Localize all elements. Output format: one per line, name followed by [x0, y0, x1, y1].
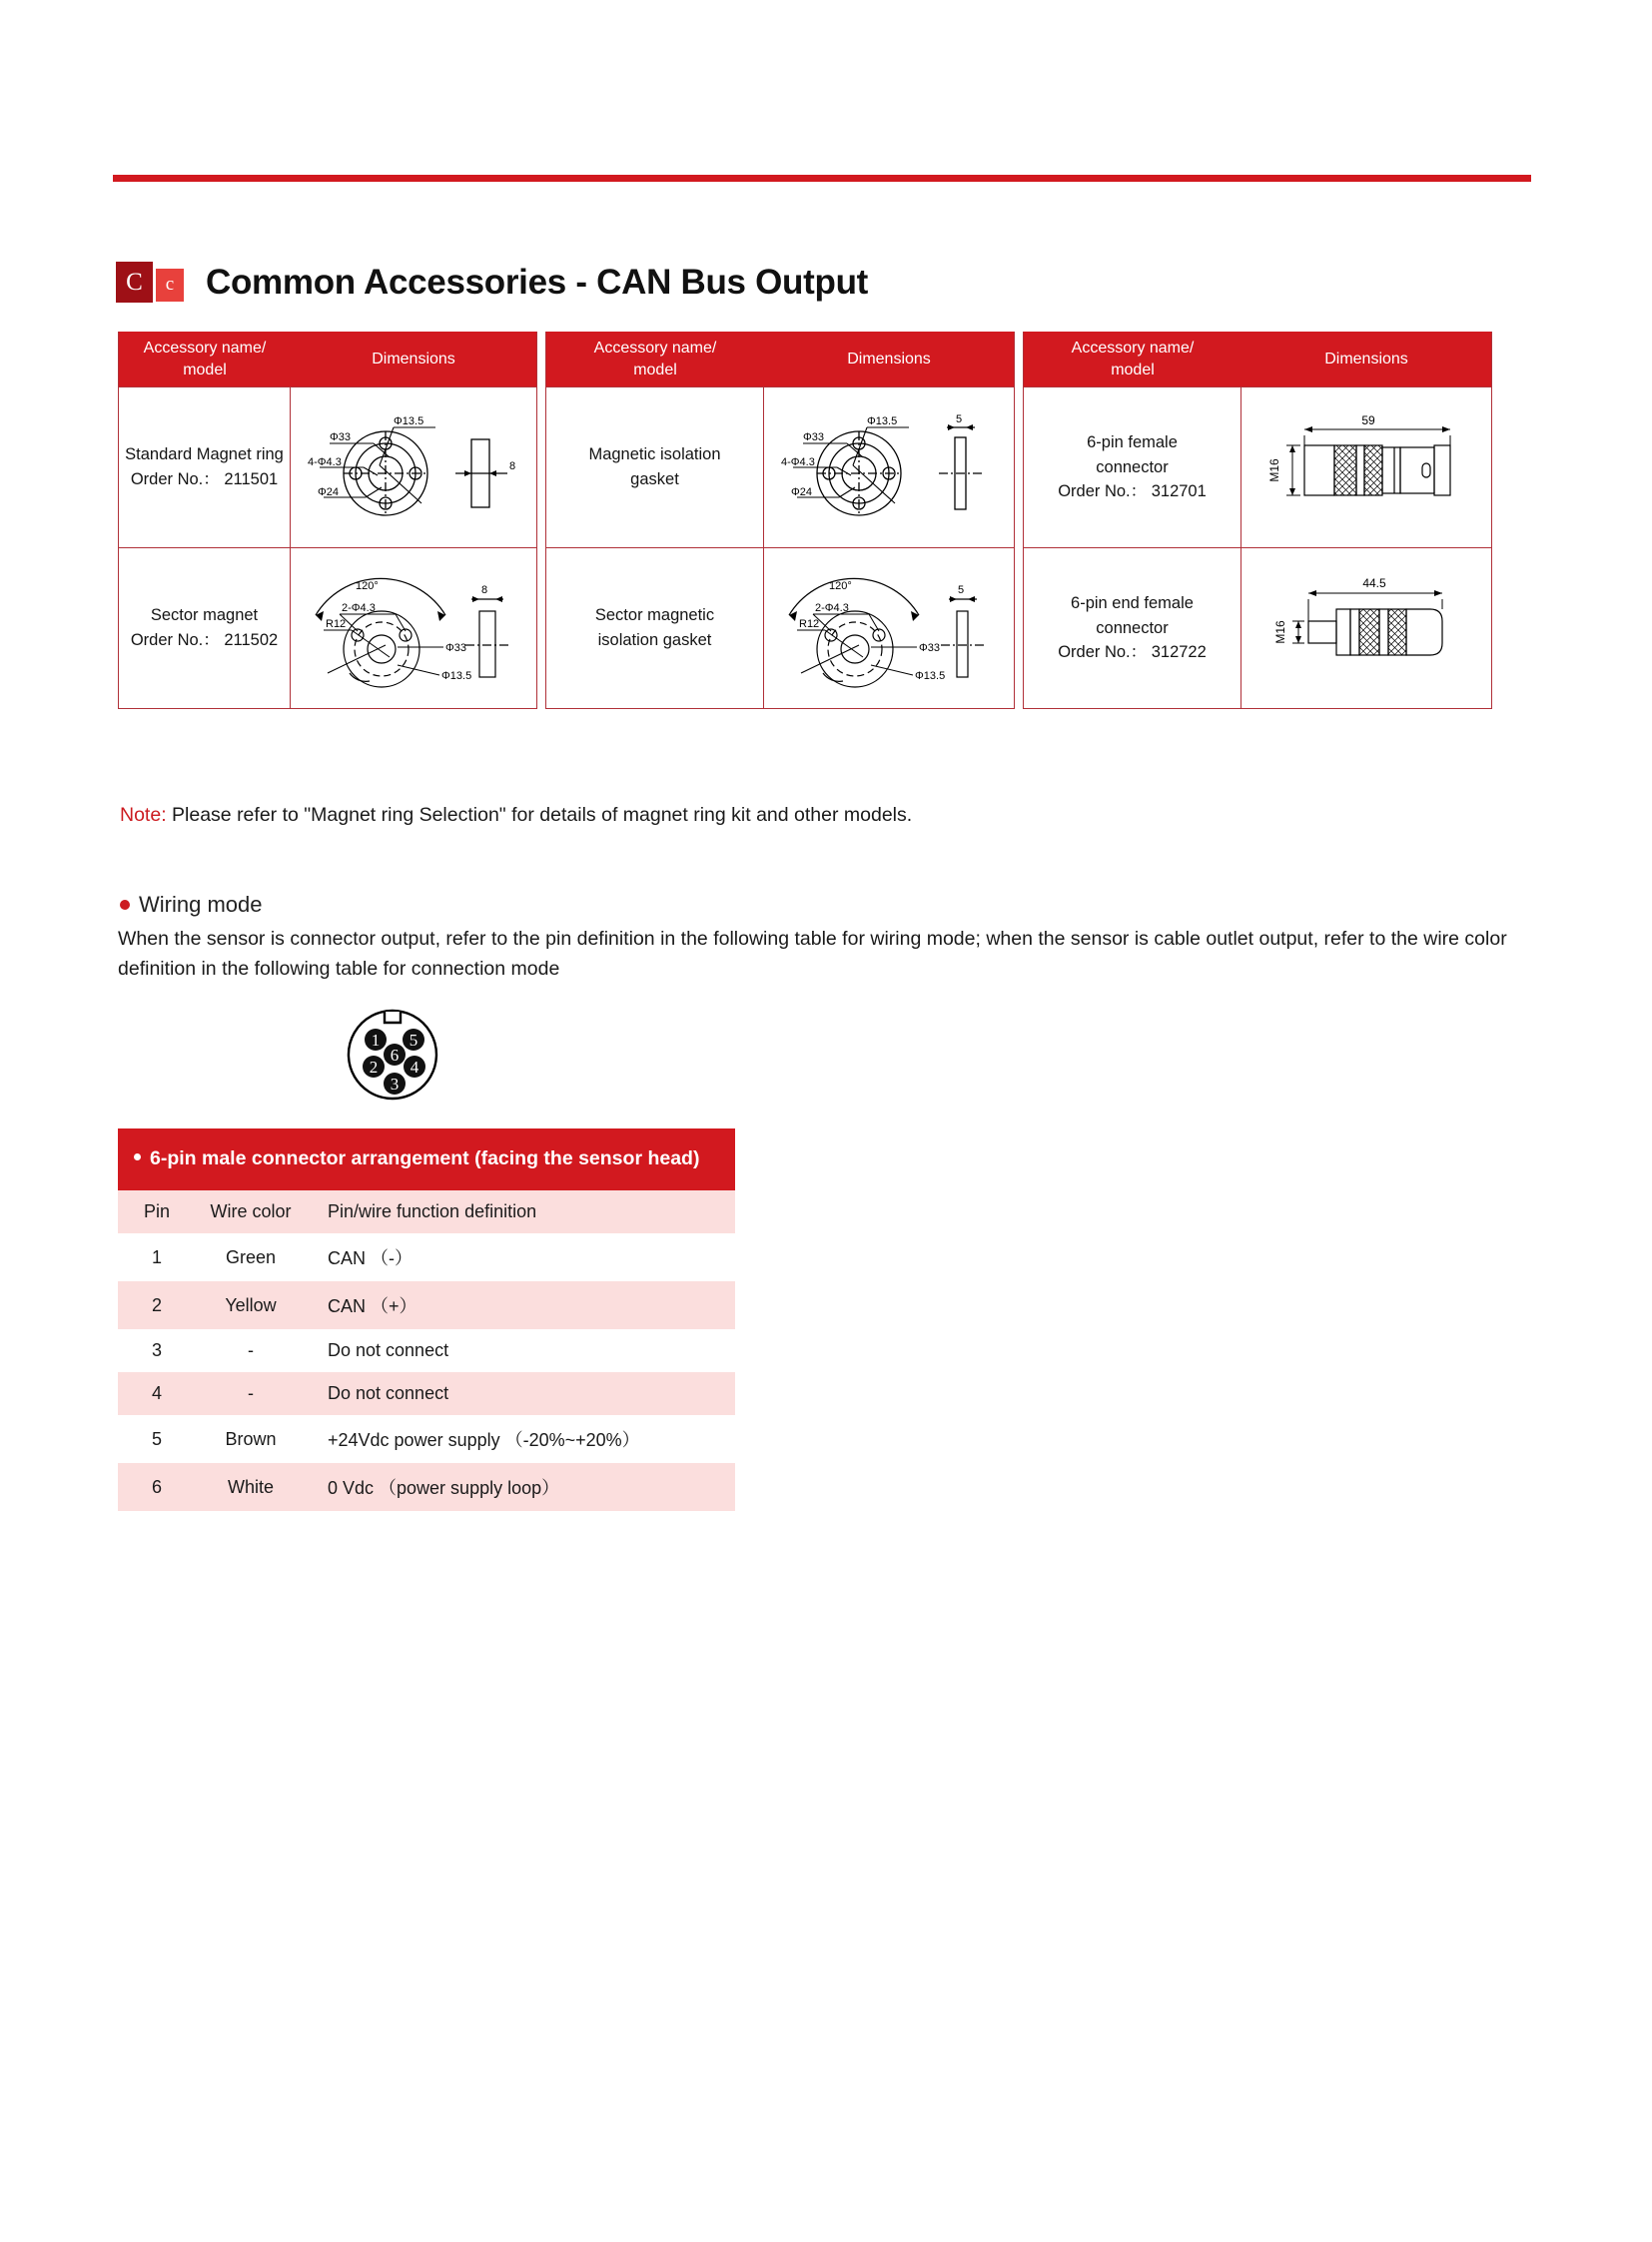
page-title-row: [116, 262, 868, 303]
cell-function: Do not connect: [306, 1329, 735, 1372]
dim-label-phi135: Φ13.5: [441, 670, 472, 682]
dim-label-r12: R12: [326, 618, 347, 630]
accessory-dimension-cell: [291, 548, 536, 708]
cell-wire-color: -: [196, 1329, 306, 1372]
cell-pin: 5: [118, 1415, 196, 1463]
wiring-mode-paragraph: When the sensor is connector output, refer to the pin definition in the following table for wiring mode; when the sensor is cable outlet output, refer to the wire color definition in the following table for connection mode: [118, 928, 1507, 981]
bullet-dot-icon: [120, 900, 130, 910]
dim-label-phi135: Φ13.5: [867, 414, 898, 427]
accessory-name: Standard Magnet ring: [125, 445, 284, 464]
column-header-name: [119, 332, 291, 386]
table-row: [546, 386, 1014, 547]
column-header-name-line2: model: [1111, 361, 1155, 378]
table-row: [118, 1463, 735, 1511]
column-header-name-line1: Accessory name/: [1071, 339, 1195, 357]
cell-function: CAN （+）: [306, 1281, 735, 1329]
dim-label-2phi43: 2-Φ4.3: [342, 602, 376, 614]
dim-label-length: 44.5: [1362, 576, 1386, 590]
accessory-name-cell: [546, 548, 764, 708]
dim-label-length: 59: [1361, 412, 1375, 427]
table-row: [118, 1372, 735, 1415]
accessory-table-header: [1024, 332, 1491, 386]
pin-label-1: 1: [371, 1031, 381, 1050]
logo-badge-light: c: [156, 269, 184, 302]
wiring-mode-heading-text: Wiring mode: [139, 892, 263, 917]
accessory-dimension-cell: [291, 387, 536, 547]
dim-label-phi33: Φ33: [919, 642, 941, 654]
accessory-table-header: [119, 332, 536, 386]
cell-function: Do not connect: [306, 1372, 735, 1415]
accessory-dimension-cell: [764, 548, 1014, 708]
column-header-dimensions: Dimensions: [847, 350, 931, 368]
accessory-name: 6-pin end female: [1071, 593, 1194, 612]
dim-label-thickness: 5: [958, 584, 965, 596]
dim-label-thickness: 8: [481, 584, 488, 596]
cell-function: CAN （-）: [306, 1233, 735, 1281]
table-row: [1024, 386, 1491, 547]
column-header-name-line1: Accessory name/: [143, 339, 267, 357]
accessory-order-no: Order No.： 211501: [130, 470, 279, 488]
dim-label-thickness: 5: [956, 412, 963, 425]
note-line: [120, 804, 912, 827]
connector-pinout-diagram: [345, 1007, 440, 1108]
table-row: [546, 547, 1014, 708]
magnet-ring-drawing: [294, 395, 533, 540]
accessory-name-line2: isolation gasket: [597, 631, 712, 649]
table-row: [119, 547, 536, 708]
dim-label-r12: R12: [799, 618, 820, 630]
column-header-name: [546, 332, 764, 386]
pin-table-title-row: [118, 1128, 735, 1190]
accessory-name-cell: [546, 387, 764, 547]
dim-label-phi135: Φ13.5: [394, 414, 424, 427]
accessory-order-no: Order No.： 211502: [130, 631, 279, 649]
dim-label-phi135: Φ13.5: [915, 670, 946, 682]
cell-pin: 6: [118, 1463, 196, 1511]
dim-label-120deg: 120°: [356, 580, 379, 592]
accessory-name-cell: [119, 548, 291, 708]
pin-table-title-cell: [118, 1128, 735, 1190]
pin-label-3: 3: [390, 1075, 400, 1094]
sector-magnet-drawing: [294, 553, 533, 703]
column-header-function: Pin/wire function definition: [306, 1190, 735, 1233]
sector-magnetic-isolation-gasket-drawing: [767, 553, 1011, 703]
accessory-name: Magnetic isolation: [588, 445, 721, 464]
magnetic-isolation-gasket-drawing: [767, 395, 1011, 540]
dim-label-2phi43: 2-Φ4.3: [815, 602, 849, 614]
accessory-dimension-cell: [1241, 548, 1491, 708]
cell-wire-color: Brown: [196, 1415, 306, 1463]
bullet-dot-icon: [134, 1153, 141, 1160]
accessory-block-1: [118, 332, 537, 709]
table-row: [119, 386, 536, 547]
accessory-tables: [118, 332, 1532, 709]
dim-label-thread: M16: [1273, 620, 1287, 644]
dim-label-4phi43: 4-Φ4.3: [308, 455, 342, 468]
cell-wire-color: -: [196, 1372, 306, 1415]
accessory-name-cell: [1024, 548, 1241, 708]
note-label: Note:: [120, 804, 167, 826]
accessory-block-3: [1023, 332, 1492, 709]
dim-label-phi33: Φ33: [445, 642, 467, 654]
dim-label-120deg: 120°: [829, 580, 852, 592]
column-header-wire-color: Wire color: [196, 1190, 306, 1233]
column-header-name-line2: model: [633, 361, 677, 378]
accessory-name: 6-pin female: [1087, 432, 1178, 451]
accessory-name: Sector magnetic: [594, 606, 715, 625]
accessory-name-cell: [119, 387, 291, 547]
logo-badge-dark: C: [116, 262, 153, 303]
pin-table-column-headers: [118, 1190, 735, 1233]
accessory-order-no: Order No.： 312701: [1058, 482, 1207, 501]
accessory-dimension-cell: [764, 387, 1014, 547]
accessory-name-line2: connector: [1096, 457, 1169, 476]
dim-label-phi24: Φ24: [318, 485, 340, 498]
table-row: [118, 1233, 735, 1281]
table-row: [118, 1415, 735, 1463]
accessory-block-2: [545, 332, 1015, 709]
pin-label-2: 2: [369, 1058, 379, 1077]
cell-wire-color: White: [196, 1463, 306, 1511]
cell-function: +24Vdc power supply （-20%~+20%）: [306, 1415, 735, 1463]
pin-label-6: 6: [390, 1046, 400, 1065]
column-header-name-line2: model: [183, 361, 227, 378]
cell-wire-color: Yellow: [196, 1281, 306, 1329]
column-header-name: [1024, 332, 1241, 386]
dim-label-phi33: Φ33: [803, 430, 825, 443]
dim-label-phi33: Φ33: [330, 430, 352, 443]
header-rule: [113, 175, 1531, 182]
pin-definition-table: [118, 1128, 735, 1511]
table-row: [118, 1329, 735, 1372]
accessory-table-header: [546, 332, 1014, 386]
column-header-name-line1: Accessory name/: [593, 339, 717, 357]
accessory-name-line2: connector: [1096, 618, 1169, 637]
cell-pin: 4: [118, 1372, 196, 1415]
cell-function: 0 Vdc （power supply loop）: [306, 1463, 735, 1511]
cell-pin: 3: [118, 1329, 196, 1372]
six-pin-female-connector-drawing: [1244, 395, 1488, 540]
accessory-name-line2: gasket: [630, 470, 679, 488]
table-row: [1024, 547, 1491, 708]
wiring-mode-heading: [120, 892, 262, 918]
dim-label-thickness: 8: [509, 459, 516, 472]
table-row: [118, 1281, 735, 1329]
dim-label-phi24: Φ24: [791, 485, 813, 498]
column-header-dimensions: Dimensions: [1324, 350, 1408, 368]
cell-pin: 2: [118, 1281, 196, 1329]
accessory-name-cell: [1024, 387, 1241, 547]
column-header-pin: Pin: [118, 1190, 196, 1233]
accessory-name: Sector magnet: [150, 606, 259, 625]
cell-wire-color: Green: [196, 1233, 306, 1281]
six-pin-end-female-connector-drawing: [1244, 553, 1488, 703]
accessory-dimension-cell: [1241, 387, 1491, 547]
pin-label-4: 4: [410, 1058, 419, 1077]
accessory-order-no: Order No.： 312722: [1058, 643, 1207, 662]
column-header-dimensions: Dimensions: [372, 350, 455, 368]
pin-table-title: 6-pin male connector arrangement (facing the sensor head): [150, 1146, 700, 1169]
six-pin-male-connector-face-icon: [345, 1007, 440, 1103]
dim-label-thread: M16: [1267, 457, 1281, 482]
cell-pin: 1: [118, 1233, 196, 1281]
pin-label-5: 5: [409, 1031, 418, 1050]
page-title: Common Accessories - CAN Bus Output: [206, 262, 869, 302]
dim-label-4phi43: 4-Φ4.3: [781, 455, 815, 468]
note-text: Please refer to "Magnet ring Selection" for details of magnet ring kit and other models.: [166, 804, 913, 826]
